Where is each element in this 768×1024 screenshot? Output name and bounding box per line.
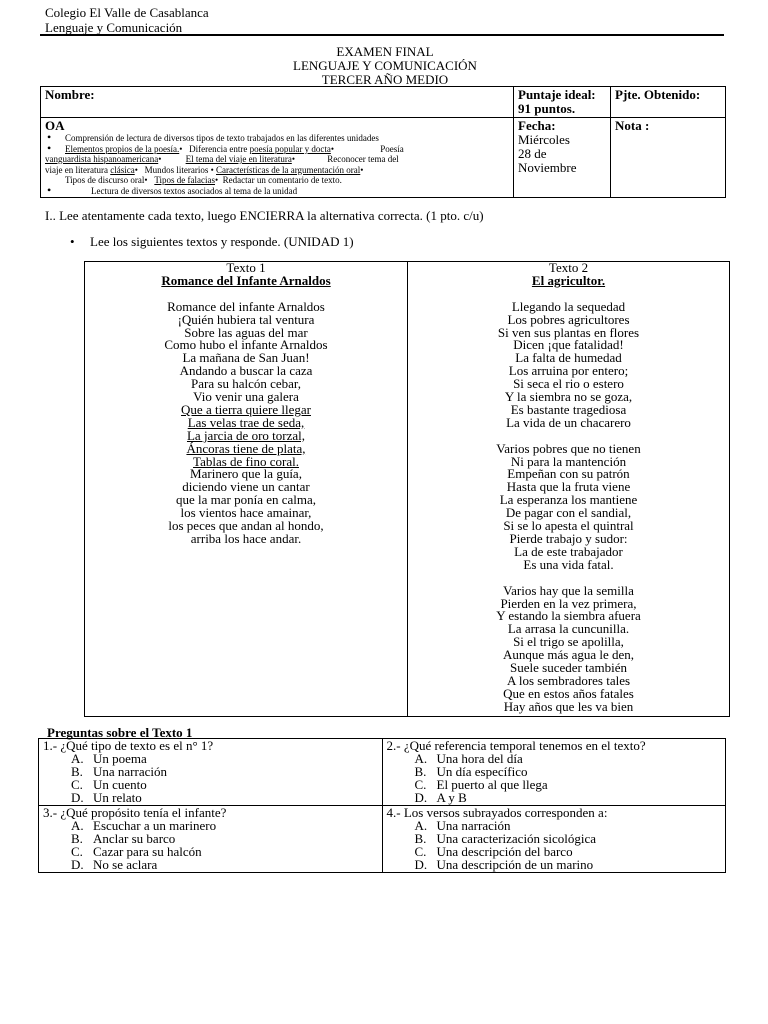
option-letter: C. — [414, 844, 427, 859]
oa-list-end — [45, 186, 509, 197]
fecha-date: 28 de — [518, 146, 547, 161]
poem-2-line: Los arruina por entero; — [508, 363, 629, 379]
texts-table — [84, 261, 730, 717]
option-letter: C. — [71, 777, 83, 792]
oa-item-2: • Elementos propios de la poesía.• Diferencia entre poesía popular y docta• Poesía — [45, 144, 509, 155]
answer-option[interactable] — [387, 858, 722, 871]
option-letter: A. — [71, 818, 84, 833]
option-text: Una narración — [436, 818, 511, 833]
oa-line-5: Tipos de discurso oral• Tipos de falacias• Redactar un comentario de texto. — [65, 175, 342, 185]
oa-list — [45, 133, 509, 154]
fecha-label: Fecha: — [518, 118, 556, 133]
oa-line-3: vanguardista hispanoamericana• El tema del viaje en literatura• Reconocer tema del — [45, 154, 399, 164]
puntaje-value: 91 puntos. — [518, 101, 576, 116]
option-letter: B. — [71, 764, 83, 779]
fecha-day: Miércoles — [518, 132, 570, 147]
poem-2-line: Aunque más agua le den, — [502, 647, 635, 663]
option-letter: D. — [414, 857, 428, 872]
poem-2-line: La de este trabajador — [514, 543, 623, 559]
poem-1-line: Sobre las aguas del mar — [184, 324, 308, 340]
option-text: Una narración — [93, 764, 167, 779]
option-letter: A. — [414, 751, 428, 766]
poem-1-line: Romance del infante Arnaldos — [167, 298, 325, 314]
poem-2-line: Hay años que les va bien — [503, 698, 634, 714]
option-letter: A. — [71, 751, 84, 766]
text-1-label: Texto 1 — [226, 260, 266, 275]
name-field[interactable] — [41, 87, 514, 118]
poem-1-line: arriba los hace andar. — [190, 531, 302, 547]
oa-item-1: • Comprensión de lectura de diversos tipos de texto trabajados en las diferentes unidades — [45, 133, 509, 144]
poem-2-line: La esperanza los mantiene — [499, 492, 638, 508]
poem-1-line: La jarcia de oro torzal, — [186, 427, 305, 443]
answer-option[interactable] — [387, 791, 722, 804]
school-name: Colegio El Valle de Casablanca — [45, 5, 209, 20]
poem-2-line: Llegando la sequedad — [511, 298, 626, 314]
poem-2-line: La falta de humedad — [515, 350, 622, 366]
option-text: Una hora del día — [436, 751, 523, 766]
header-rule — [40, 34, 724, 36]
poem-1-line: que la mar ponía en calma, — [175, 492, 317, 508]
poem-1-line: Las velas trae de seda, — [187, 414, 305, 430]
nota-cell[interactable] — [611, 118, 726, 198]
poem-2-line: Dicen ¡que fatalidad! — [513, 337, 624, 353]
question-3 — [39, 806, 383, 873]
poem-2-stanza — [410, 582, 727, 714]
poem-2-line: Y estando la siembra afuera — [496, 608, 641, 624]
option-text: Un relato — [93, 790, 142, 805]
poem-2-line: Si ven sus plantas en flores — [497, 324, 640, 340]
fecha-cell — [514, 118, 611, 198]
answer-option[interactable] — [43, 858, 378, 871]
poem-2-line: Hasta que la fruta viene — [506, 479, 631, 495]
poem-1-line: Tablas de fino coral. — [193, 453, 299, 469]
option-text: Una caracterización sicológica — [436, 831, 597, 846]
poem-2-line: La arrasa la cuncunilla. — [507, 621, 630, 637]
option-text: A y B — [436, 790, 467, 805]
poem-1-line: Para su halcón cebar, — [191, 376, 301, 392]
poem-2-line: Si el trigo se apolilla, — [513, 634, 624, 650]
nota-label: Nota : — [615, 118, 650, 133]
answer-option[interactable] — [43, 791, 378, 804]
exam-title-line-1: EXAMEN FINAL — [336, 44, 434, 59]
option-text: Un cuento — [93, 777, 147, 792]
poem-2-line: Es una vida fatal. — [523, 556, 614, 572]
exam-title — [45, 45, 725, 87]
oa-line-4: viaje en literatura clásica• Mundos literarios • Características de la argumentación oral• — [45, 164, 364, 175]
option-letter: D. — [71, 857, 84, 872]
poem-1-line: Marinero que la guía, — [190, 466, 302, 482]
option-text: Una descripción del barco — [436, 844, 573, 859]
poem-1-line: Andando a buscar la caza — [179, 363, 313, 379]
questions-section-title: Preguntas sobre el Texto 1 — [47, 725, 193, 740]
option-text: Una descripción de un marino — [436, 857, 594, 872]
option-text: Escuchar a un marinero — [93, 818, 217, 833]
option-letter: D. — [414, 790, 428, 805]
option-letter: C. — [71, 844, 83, 859]
poem-2-line: Es bastante tragediosa — [510, 401, 627, 417]
text-1-cell — [85, 262, 408, 717]
poem-2-line: Suele suceder también — [510, 660, 627, 676]
poem-2-line: Varios hay que la semilla — [503, 582, 634, 598]
poem-1-line: La mañana de San Juan! — [182, 350, 310, 366]
poem-2-line: Pierde trabajo y sudor: — [509, 531, 628, 546]
question-4 — [382, 806, 726, 873]
poem-1-line: diciendo viene un cantar — [182, 479, 310, 495]
text-2-label: Texto 2 — [548, 260, 589, 275]
oa-item-6: • Lectura de diversos textos asociados al tema de la unidad — [45, 186, 509, 197]
student-info-table — [40, 86, 726, 198]
poem-2-stanza — [410, 298, 727, 430]
poem-2-line: Pierden en la vez primera, — [500, 595, 637, 611]
sub-instruction: • Lee los siguientes textos y responde. (UNIDAD 1) — [70, 234, 354, 249]
text-1-title: Romance del Infante Arnaldos — [161, 272, 331, 288]
option-letter: D. — [71, 790, 84, 805]
oa-cell — [41, 118, 514, 198]
poem-1-line: Áncoras tiene de plata, — [186, 440, 306, 456]
poem-2-line: De pagar con el sandial, — [505, 505, 632, 521]
poem-1-line: los vientos hace amainar, — [180, 505, 312, 521]
option-text: Un día específico — [436, 764, 528, 779]
poem-2-line: Los pobres agricultores — [507, 311, 630, 327]
poem-2-line: Varios pobres que no tienen — [496, 440, 641, 456]
option-text: Anclar su barco — [93, 831, 176, 846]
text-2-cell — [408, 262, 730, 717]
option-text: No se aclara — [93, 857, 158, 872]
poem-2-stanza — [410, 440, 727, 572]
question-text: 3.- ¿Qué propósito tenía el infante? — [43, 805, 227, 820]
poem-2-line: A los sembradores tales — [506, 672, 631, 688]
poem-1-line: Que a tierra quiere llegar — [181, 401, 311, 417]
poem-1-line: Vio venir una galera — [193, 389, 299, 405]
text-2-title: El agricultor. — [531, 272, 606, 288]
poem-2-line: Si seca el rio o estero — [513, 376, 624, 392]
subject-name: Lenguaje y Comunicación — [45, 20, 183, 35]
option-text: Cazar para su halcón — [93, 844, 202, 859]
puntaje-cell — [514, 87, 611, 118]
question-text: 1.- ¿Qué tipo de texto es el n° 1? — [43, 738, 214, 753]
questions-table — [38, 738, 726, 873]
question-1 — [39, 739, 383, 806]
pjte-obtenido-label: Pjte. Obtenido: — [615, 87, 701, 102]
poem-1-line: ¡Quién hubiera tal ventura — [177, 311, 315, 327]
option-letter: B. — [71, 831, 83, 846]
name-label: Nombre: — [45, 87, 95, 102]
oa-label: OA — [45, 118, 65, 133]
option-letter: C. — [414, 777, 427, 792]
instructions: I.. Lee atentamente cada texto, luego ENCIERRA la alternativa correcta. (1 pto. c/u) — [45, 208, 484, 223]
poem-1-line: los peces que andan al hondo, — [168, 518, 324, 534]
puntaje-label: Puntaje ideal: — [518, 87, 596, 102]
poem-2-line: Empeñan con su patrón — [507, 466, 630, 482]
option-text: Un poema — [93, 751, 147, 766]
question-2 — [382, 739, 726, 806]
poem-2-line: La vida de un chacarero — [506, 414, 631, 430]
option-letter: A. — [414, 818, 428, 833]
question-text: 4.- Los versos subrayados corresponden a: — [386, 805, 608, 820]
exam-title-line-2: LENGUAJE Y COMUNICACIÓN — [293, 58, 477, 73]
option-letter: B. — [414, 831, 427, 846]
school-header — [45, 5, 209, 35]
text-2-poem — [410, 298, 727, 714]
exam-title-line-3: TERCER AÑO MEDIO — [321, 72, 449, 87]
poem-2-line: Ni para la mantención — [510, 453, 627, 469]
poem-2-line: Que en estos años fatales — [503, 685, 634, 701]
option-text: El puerto al que llega — [436, 777, 548, 792]
fecha-month: Noviembre — [518, 160, 577, 175]
poem-2-line: Si se lo apesta el quintral — [503, 518, 634, 534]
option-letter: B. — [414, 764, 427, 779]
poem-1-line: Como hubo el infante Arnaldos — [164, 337, 328, 353]
question-text: 2.- ¿Qué referencia temporal tenemos en el texto? — [386, 738, 646, 753]
poem-2-line: Y la siembra no se goza, — [504, 389, 633, 405]
text-1-poem — [87, 298, 405, 547]
pjte-obtenido-cell[interactable] — [611, 87, 726, 118]
